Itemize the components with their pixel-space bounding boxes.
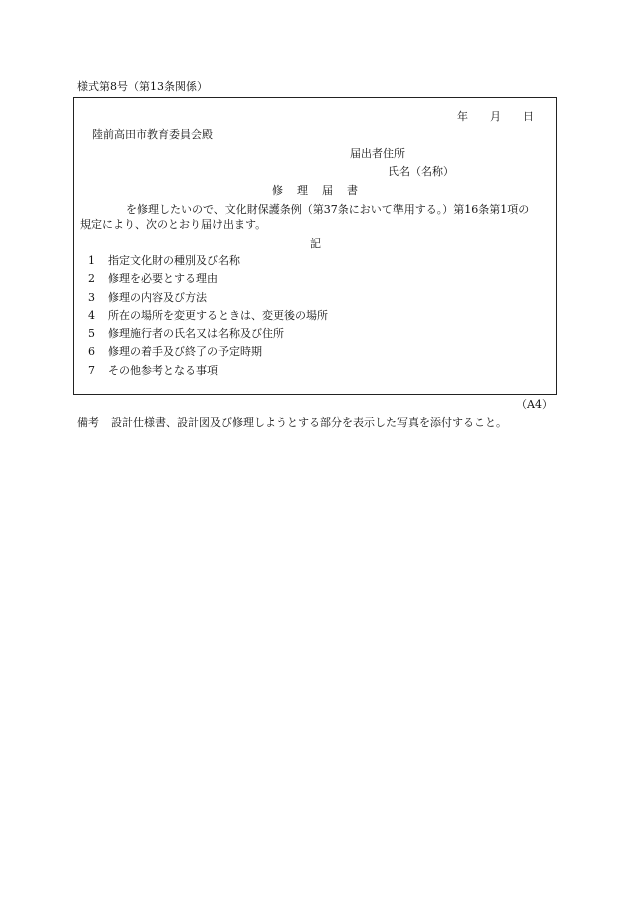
date-row — [457, 110, 534, 124]
item-text: 修理を必要とする理由 — [108, 272, 218, 286]
item-text: 修理の内容及び方法 — [108, 290, 207, 304]
list-item — [88, 254, 328, 272]
item-number: 5 — [88, 327, 95, 341]
body-line-1: を修理したいので、文化財保護条例（第37条において準用する。）第16条第1項の — [126, 203, 530, 216]
date-year-label: 年 — [457, 110, 468, 123]
remarks-text: 設計仕様書、設計図及び修理しようとする部分を表示した写真を添付すること。 — [111, 416, 507, 429]
date-month-label: 月 — [490, 110, 501, 123]
date-day-label: 日 — [523, 110, 534, 123]
item-number: 3 — [88, 290, 95, 304]
title-char: 届 — [322, 184, 333, 197]
item-number: 4 — [88, 308, 95, 322]
remarks — [77, 416, 507, 430]
body-line-2: 規定により、次のとおり届け出ます。 — [80, 218, 267, 231]
item-list — [88, 254, 328, 382]
item-text: 所在の場所を変更するときは、変更後の場所 — [108, 308, 328, 322]
list-item — [88, 327, 328, 345]
list-item — [88, 291, 328, 309]
list-item — [88, 309, 328, 327]
body-paragraph — [80, 202, 554, 232]
item-number: 1 — [88, 254, 95, 267]
item-text: 修理の着手及び終了の予定時期 — [108, 345, 262, 359]
list-item — [88, 345, 328, 363]
item-number: 6 — [88, 345, 95, 359]
list-item — [88, 364, 328, 382]
document-title — [272, 184, 358, 198]
remarks-label: 備考 — [77, 416, 99, 429]
item-number: 2 — [88, 272, 95, 286]
form-number-label: 様式第8号（第13条関係） — [77, 80, 208, 93]
title-char: 書 — [347, 184, 358, 197]
ki-heading: 記 — [310, 237, 321, 250]
paper-size-label: （A4） — [516, 398, 553, 411]
submitter-address-label: 届出者住所 — [350, 147, 405, 160]
submitter-name-label: 氏名（名称） — [388, 165, 454, 178]
list-item — [88, 272, 328, 290]
title-char: 修 — [272, 184, 283, 197]
item-text: 指定文化財の種別及び名称 — [108, 254, 240, 267]
item-text: その他参考となる事項 — [108, 363, 218, 377]
addressee: 陸前高田市教育委員会殿 — [92, 128, 213, 141]
title-char: 理 — [297, 184, 308, 197]
item-text: 修理施行者の氏名又は名称及び住所 — [108, 327, 284, 341]
item-number: 7 — [88, 363, 95, 377]
